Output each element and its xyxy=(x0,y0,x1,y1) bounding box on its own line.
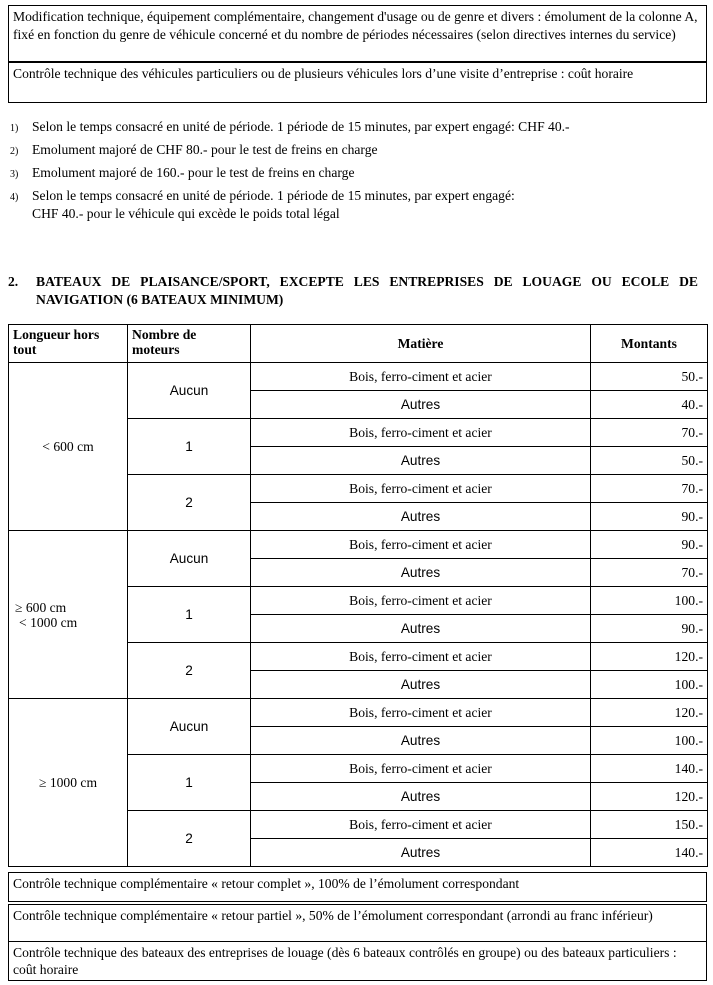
fee-row-company-visit: Contrôle technique des véhicules particuliers ou de plusieurs véhicules lors d’une visite d’entreprise : coût horaire xyxy=(8,61,707,103)
header-length: Longueur hors tout xyxy=(9,325,128,363)
section-heading xyxy=(8,273,698,309)
length-cell xyxy=(9,699,128,867)
engine-count-cell: 2 xyxy=(128,811,251,867)
amount-cell: 70.- xyxy=(591,559,708,587)
material-cell: Autres xyxy=(251,727,591,755)
footer-row-rental-boats: Contrôle technique des bateaux des entreprises de louage (dès 6 bateaux contrôlés en groupe) ou des bateaux particuliers : coût horaire xyxy=(8,941,707,981)
footer-row-partial-return: Contrôle technique complémentaire « retour partiel », 50% de l’émolument correspondant (arrondi au franc inférieur) xyxy=(8,904,707,942)
section-title: BATEAUX DE PLAISANCE/SPORT, EXCEPTE LES ENTREPRISES DE LOUAGE OU ECOLE DE NAVIGATION (6 BATEAUX MINIMUM) xyxy=(36,274,698,307)
material-cell: Autres xyxy=(251,559,591,587)
material-cell: Bois, ferro-ciment et acier xyxy=(251,699,591,727)
length-cell xyxy=(9,531,128,699)
material-cell: Bois, ferro-ciment et acier xyxy=(251,419,591,447)
footnote-text-line1: Selon le temps consacré en unité de période. 1 période de 15 minutes, par expert engagé: xyxy=(32,188,515,203)
material-cell: Bois, ferro-ciment et acier xyxy=(251,363,591,391)
amount-cell: 70.- xyxy=(591,419,708,447)
table-row xyxy=(9,699,708,727)
footnote-text: Emolument majoré de CHF 80.- pour le test de freins en charge xyxy=(32,142,378,157)
material-cell: Bois, ferro-ciment et acier xyxy=(251,531,591,559)
footnote-number: 2) xyxy=(10,146,19,157)
amount-cell: 100.- xyxy=(591,727,708,755)
header-amount: Montants xyxy=(591,325,708,363)
amount-cell: 120.- xyxy=(591,643,708,671)
material-cell: Autres xyxy=(251,839,591,867)
amount-cell: 40.- xyxy=(591,391,708,419)
engine-count-cell: 2 xyxy=(128,643,251,699)
material-cell: Autres xyxy=(251,615,591,643)
footnote-number: 3) xyxy=(10,169,19,180)
fee-row-modification: Modification technique, équipement complémentaire, changement d'usage ou de genre et divers : émolument de la colonne A, fixé en fonction du genre de véhicule concerné et du nombre de périodes nécessaires (selon directives internes du service) xyxy=(8,5,707,62)
amount-cell: 140.- xyxy=(591,839,708,867)
engine-count-cell: 1 xyxy=(128,587,251,643)
engine-count-cell: Aucun xyxy=(128,699,251,755)
engine-count-cell: 1 xyxy=(128,755,251,811)
amount-cell: 50.- xyxy=(591,447,708,475)
footer-row-full-return: Contrôle technique complémentaire « retour complet », 100% de l’émolument correspondant xyxy=(8,872,707,902)
boat-fee-table xyxy=(8,324,708,867)
footnotes xyxy=(10,118,700,226)
footnote-2 xyxy=(10,141,700,161)
amount-cell: 150.- xyxy=(591,811,708,839)
length-label-line1: < 600 cm xyxy=(42,439,94,454)
section-number: 2. xyxy=(8,274,19,289)
length-cell xyxy=(9,363,128,531)
amount-cell: 70.- xyxy=(591,475,708,503)
footnote-1 xyxy=(10,118,700,138)
material-cell: Bois, ferro-ciment et acier xyxy=(251,643,591,671)
material-cell: Autres xyxy=(251,447,591,475)
engine-count-cell: Aucun xyxy=(128,363,251,419)
amount-cell: 100.- xyxy=(591,671,708,699)
amount-cell: 50.- xyxy=(591,363,708,391)
material-cell: Bois, ferro-ciment et acier xyxy=(251,755,591,783)
footnote-number: 4) xyxy=(10,192,19,203)
length-label-line2: < 1000 cm xyxy=(19,614,78,630)
material-cell: Bois, ferro-ciment et acier xyxy=(251,587,591,615)
material-cell: Autres xyxy=(251,503,591,531)
length-label-line1: ≥ 1000 cm xyxy=(38,775,98,790)
material-cell: Bois, ferro-ciment et acier xyxy=(251,475,591,503)
amount-cell: 100.- xyxy=(591,587,708,615)
amount-cell: 120.- xyxy=(591,783,708,811)
amount-cell: 120.- xyxy=(591,699,708,727)
engine-count-cell: 2 xyxy=(128,475,251,531)
amount-cell: 90.- xyxy=(591,615,708,643)
amount-cell: 90.- xyxy=(591,531,708,559)
footnote-3 xyxy=(10,164,700,184)
engine-count-cell: Aucun xyxy=(128,531,251,587)
footnote-text-line2: CHF 40.- pour le véhicule qui excède le poids total légal xyxy=(32,206,340,221)
material-cell: Autres xyxy=(251,391,591,419)
footnote-number: 1) xyxy=(10,123,19,134)
table-row xyxy=(9,363,708,391)
length-label-line1: ≥ 600 cm xyxy=(15,599,67,615)
footnote-text xyxy=(32,187,700,223)
material-cell: Autres xyxy=(251,671,591,699)
material-cell: Autres xyxy=(251,783,591,811)
engine-count-cell: 1 xyxy=(128,419,251,475)
amount-cell: 90.- xyxy=(591,503,708,531)
amount-cell: 140.- xyxy=(591,755,708,783)
material-cell: Bois, ferro-ciment et acier xyxy=(251,811,591,839)
header-material: Matière xyxy=(251,325,591,363)
footnote-text: Selon le temps consacré en unité de période. 1 période de 15 minutes, par expert engagé: CHF 40.- xyxy=(32,119,570,134)
footnote-4 xyxy=(10,187,700,223)
table-header-row xyxy=(9,325,708,363)
footnote-text: Emolument majoré de 160.- pour le test de freins en charge xyxy=(32,165,355,180)
header-engines: Nombre de moteurs xyxy=(128,325,251,363)
table-row xyxy=(9,531,708,559)
